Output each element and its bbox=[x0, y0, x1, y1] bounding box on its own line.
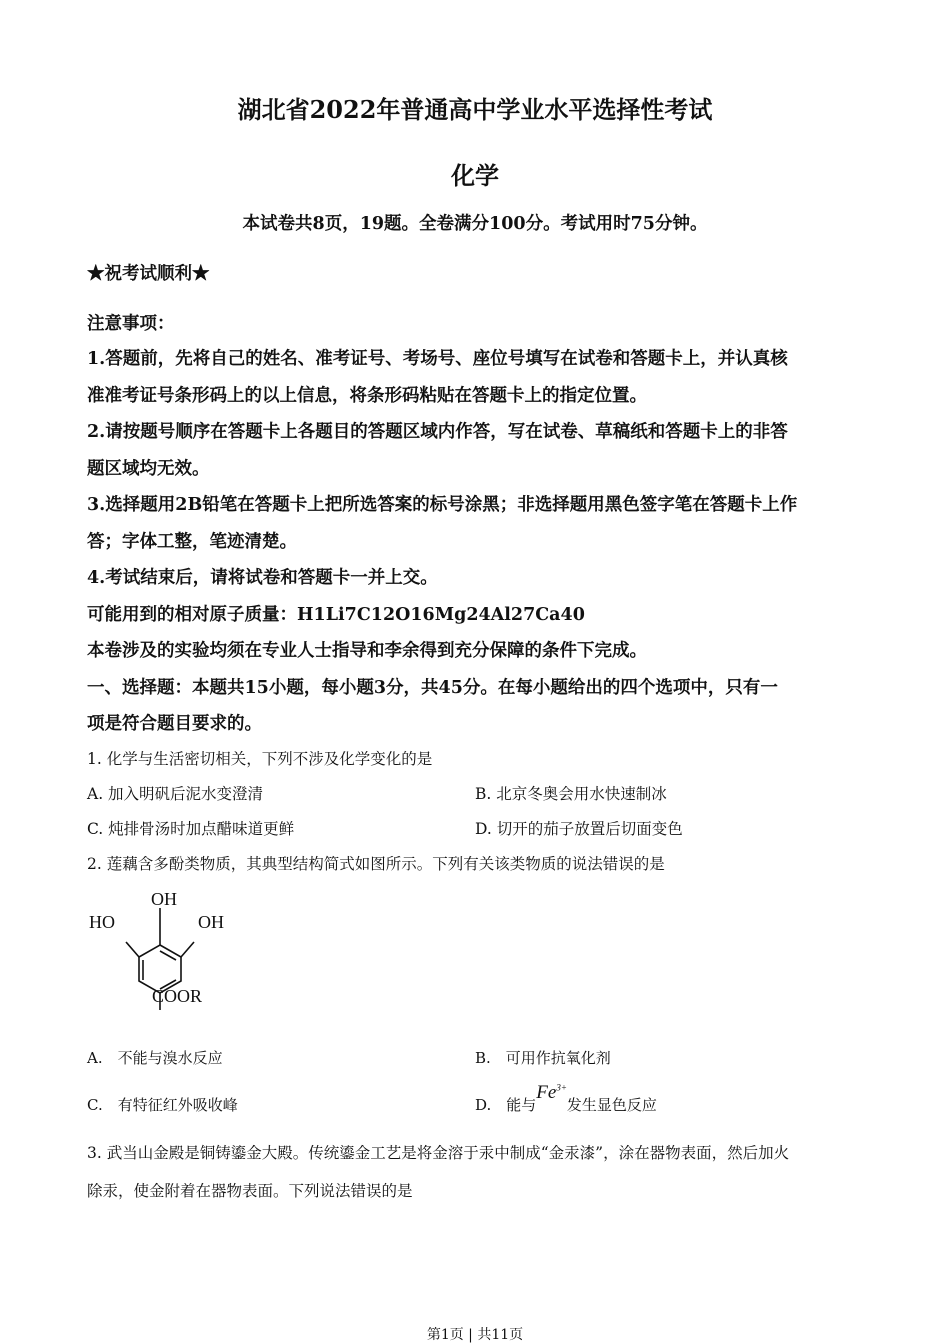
q3-stem-line1: 3. 武当山金殿是铜铸鎏金大殿。传统鎏金工艺是将金溶于汞中制成“金汞漆”，涂在器物表面，然后加火 bbox=[87, 1144, 790, 1162]
q1-option-d: D. 切开的茄子放置后切面变色 bbox=[475, 820, 683, 838]
q2-option-d bbox=[475, 1082, 657, 1116]
fe-symbol: Fe bbox=[536, 1082, 557, 1103]
note-line: 准准考证号条形码上的以上信息，将条形码粘贴在答题卡上的指定位置。 bbox=[87, 386, 647, 406]
q3-stem-line2: 除汞，使金附着在器物表面。下列说法错误的是 bbox=[87, 1182, 413, 1200]
note-line: 答；字体工整，笔迹清楚。 bbox=[87, 532, 297, 552]
note-line: 4.考试结束后，请将试卷和答题卡一并上交。 bbox=[87, 568, 438, 588]
subject-title: 化学 bbox=[451, 161, 499, 190]
fe-ion bbox=[536, 1082, 567, 1103]
exam-info: 本试卷共8页，19题。全卷满分100分。考试用时75分钟。 bbox=[242, 214, 708, 234]
bond-to-oh-right bbox=[181, 942, 194, 957]
q2-option-b: B. 可用作抗氧化剂 bbox=[475, 1049, 611, 1067]
oh-right-label: OH bbox=[198, 912, 224, 932]
page-footer: 第1页 | 共11页 bbox=[426, 1327, 524, 1343]
q2-option-a: A. 不能与溴水反应 bbox=[87, 1049, 223, 1067]
q2-stem: 2. 莲藕含多酚类物质，其典型结构简式如图所示。下列有关该类物质的说法错误的是 bbox=[87, 855, 665, 873]
q2-option-d-prefix: D. 能与 bbox=[475, 1096, 537, 1114]
notes-heading: 注意事项： bbox=[87, 314, 175, 334]
q2-option-c: C. 有特征红外吸收峰 bbox=[87, 1096, 238, 1114]
note-line: 3.选择题用2B铅笔在答题卡上把所选答案的标号涂黑；非选择题用黑色签字笔在答题卡上作 bbox=[87, 495, 798, 515]
note-line: 2.请按题号顺序在答题卡上各题目的答题区域内作答，写在试卷、草稿纸和答题卡上的非答 bbox=[87, 422, 788, 442]
oh-top-label: OH bbox=[151, 889, 177, 909]
fe-charge: 3+ bbox=[556, 1082, 567, 1093]
coor-label: COOR bbox=[152, 986, 203, 1006]
note-line: 题区域均无效。 bbox=[87, 459, 210, 479]
q1-option-c: C. 炖排骨汤时加点醋味道更鲜 bbox=[87, 820, 295, 838]
section-heading: 一、选择题：本题共15小题，每小题3分，共45分。在每小题给出的四个选项中，只有一 bbox=[87, 678, 778, 698]
wish-line: ★祝考试顺利★ bbox=[87, 264, 210, 284]
section-heading-cont: 项是符合题目要求的。 bbox=[87, 714, 262, 734]
q1-option-b: B. 北京冬奥会用水快速制冰 bbox=[475, 785, 667, 803]
safety-line: 本卷涉及的实验均须在专业人士指导和李余得到充分保障的条件下完成。 bbox=[87, 641, 647, 661]
exam-title: 湖北省2022年普通高中学业水平选择性考试 bbox=[237, 95, 713, 124]
q1-option-a: A. 加入明矾后泥水变澄清 bbox=[87, 785, 264, 803]
atomic-mass-line: 可能用到的相对原子质量：H1Li7C12O16Mg24Al27Ca40 bbox=[87, 605, 585, 625]
q2-option-d-suffix: 发生显色反应 bbox=[566, 1096, 657, 1114]
note-line: 1.答题前，先将自己的姓名、准考证号、考场号、座位号填写在试卷和答题卡上，并认真核 bbox=[87, 349, 788, 369]
oh-left-label: HO bbox=[89, 912, 115, 932]
bond-to-oh-left bbox=[126, 942, 139, 957]
q1-stem: 1. 化学与生活密切相关，下列不涉及化学变化的是 bbox=[87, 750, 433, 768]
